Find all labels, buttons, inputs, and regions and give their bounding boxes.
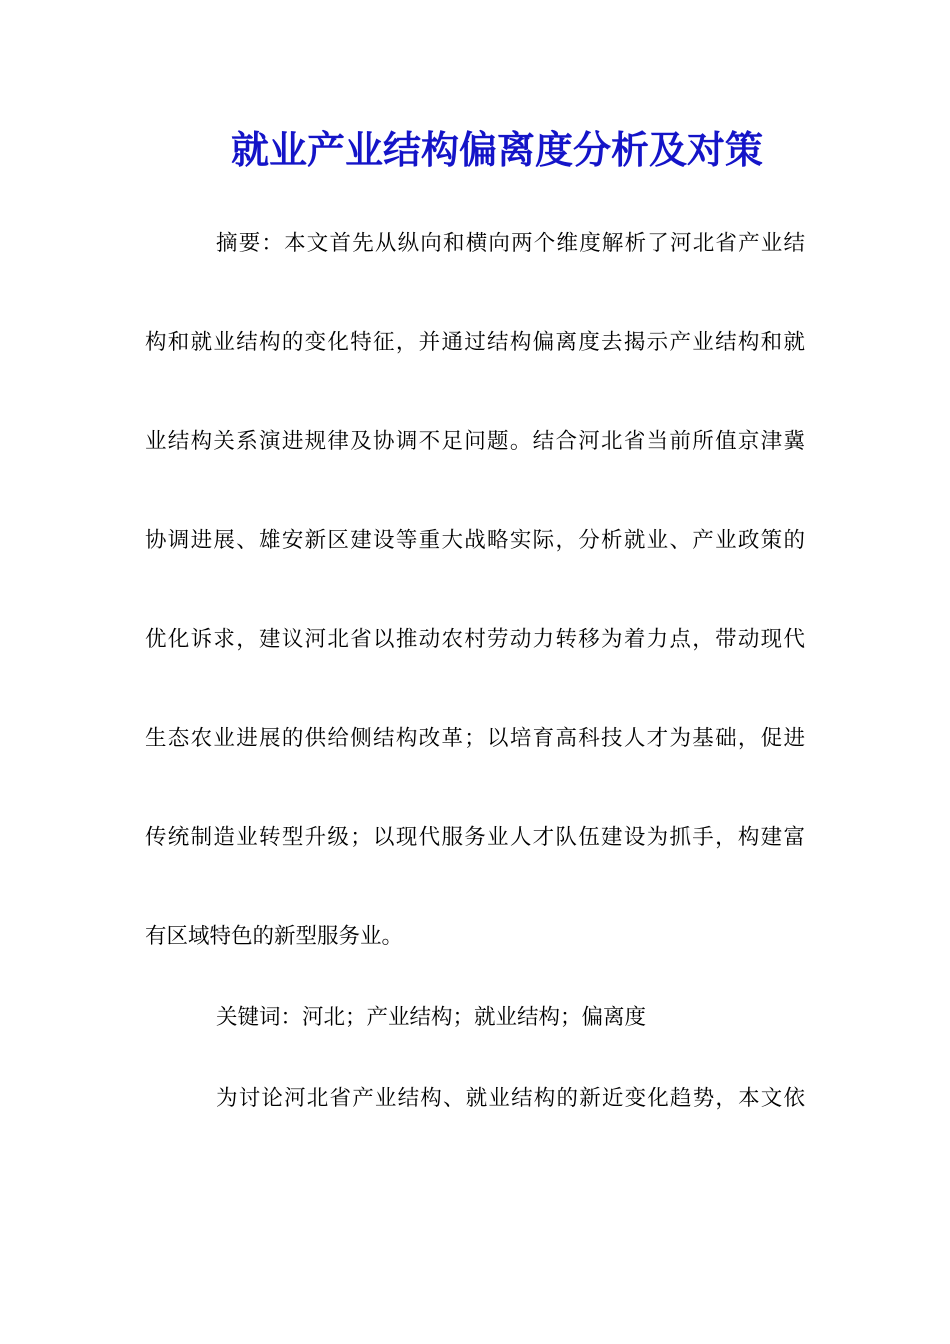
body-paragraph-line: 为讨论河北省产业结构、就业结构的新近变化趋势，本文依 <box>216 1086 805 1111</box>
abstract-line: 有区域特色的新型服务业。 <box>145 924 404 949</box>
abstract-line: 摘要：本文首先从纵向和横向两个维度解析了河北省产业结 <box>216 231 805 256</box>
abstract-line: 传统制造业转型升级；以现代服务业人才队伍建设为抓手，构建富 <box>145 825 805 850</box>
abstract-line: 业结构关系演进规律及协调不足问题。结合河北省当前所值京津冀 <box>145 429 805 454</box>
abstract-line: 构和就业结构的变化特征，并通过结构偏离度去揭示产业结构和就 <box>145 330 805 355</box>
abstract-line: 协调进展、雄安新区建设等重大战略实际，分析就业、产业政策的 <box>145 528 805 553</box>
keywords-line: 关键词：河北；产业结构；就业结构；偏离度 <box>216 1005 647 1030</box>
abstract-line: 生态农业进展的供给侧结构改革；以培育高科技人才为基础，促进 <box>145 726 805 751</box>
document-title: 就业产业结构偏离度分析及对策 <box>230 127 763 172</box>
abstract-line: 优化诉求，建议河北省以推动农村劳动力转移为着力点，带动现代 <box>145 627 805 652</box>
